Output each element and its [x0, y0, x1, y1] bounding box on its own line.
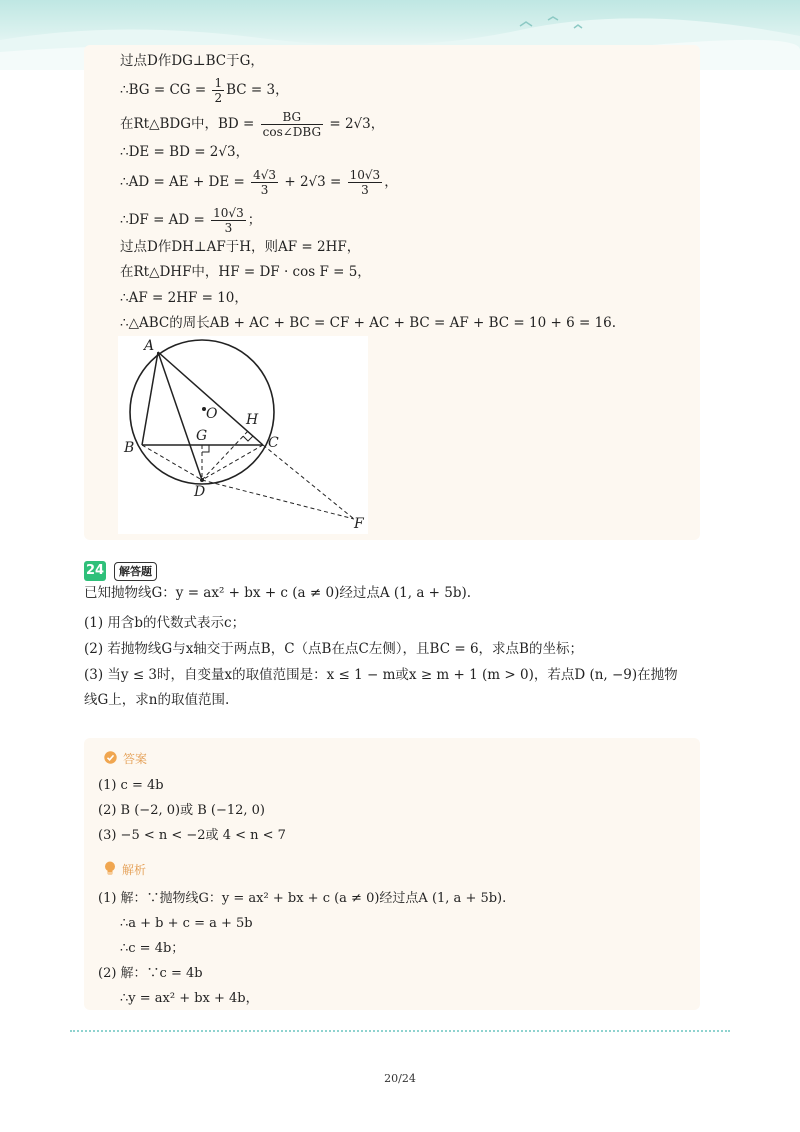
solution-line-3b: = 2√3， [325, 116, 385, 132]
label-o: O [206, 406, 218, 422]
analysis-line-5: ∴y = ax² + bx + 4b， [120, 991, 259, 1006]
solution-line-9: ∴AF = 2HF = 10， [120, 290, 248, 306]
question-part-1: (1) 用含b的代数式表示c； [84, 615, 246, 631]
point-d [200, 478, 204, 482]
solution-line-5b: + 2√3 = [280, 174, 346, 190]
label-g: G [196, 428, 208, 444]
analysis-line-3: ∴c = 4b； [120, 941, 185, 956]
analysis-line-2: ∴a + b + c = a + 5b [120, 916, 253, 931]
answer-item-1: (1) c = 4b [98, 778, 164, 793]
fraction-df [211, 206, 246, 235]
fraction-ad [348, 168, 383, 197]
analysis-heading-label: 解析 [122, 863, 147, 877]
solution-line-6b: ； [247, 212, 262, 228]
solution-line-6a: ∴DF = AD = [120, 212, 210, 228]
question-part-2: (2) 若抛物线G与x轴交于两点B，C（点B在点C左侧），且BC = 6，求点B的坐标； [84, 641, 583, 657]
analysis-heading [104, 861, 146, 880]
fraction-ae-num: 4√3 [253, 168, 277, 182]
solution-line-6 [120, 206, 261, 235]
answer-heading [104, 751, 147, 768]
fraction-half [212, 76, 224, 105]
fraction-half-den: 2 [214, 91, 223, 105]
fraction-ae-den: 3 [260, 183, 269, 197]
label-h: H [246, 412, 259, 428]
geometry-figure [118, 336, 368, 534]
label-c: C [268, 435, 279, 451]
fraction-ad-den: 3 [361, 183, 369, 197]
solution-line-5c: ， [384, 174, 398, 190]
label-d: D [194, 484, 206, 500]
answer-item-3: (3) −5 < n < −2或 4 < n < 7 [98, 828, 286, 843]
analysis-line-1: (1) 解：∵抛物线G：y = ax² + bx + c (a ≠ 0)经过点A (1, a + 5b). [98, 891, 507, 906]
answer-heading-label: 答案 [123, 752, 148, 766]
label-b: B [124, 440, 135, 456]
question-stem: 已知抛物线G：y = ax² + bx + c (a ≠ 0)经过点A (1, a + 5b). [84, 585, 472, 601]
solution-line-5a: ∴AD = AE + DE = [120, 174, 250, 190]
solution-line-8: 在Rt△DHF中，HF = DF · cos F = 5， [120, 264, 371, 280]
solution-line-5 [120, 168, 398, 197]
question-part-3: (3) 当y ≤ 3时，自变量x的取值范围是：x ≤ 1 − m或x ≥ m + 1 (m > 0)，若点D (n, −9)在抛物 [84, 667, 678, 683]
footer-divider [70, 1030, 730, 1032]
fraction-ad-num: 10√3 [349, 168, 381, 182]
solution-line-7: 过点D作DH⊥AF于H，则AF = 2HF， [120, 239, 361, 255]
fraction-df-num: 10√3 [213, 206, 244, 220]
fraction-bd-num: BG [261, 110, 323, 125]
analysis-line-4: (2) 解：∵c = 4b [98, 966, 203, 981]
solution-line-3 [120, 110, 384, 139]
label-a: A [144, 338, 155, 354]
solution-line-10: ∴△ABC的周长AB + AC + BC = CF + AC + BC = AF + BC = 10 + 6 = 16. [120, 315, 617, 331]
lightbulb-icon [104, 861, 116, 880]
solution-line-2 [120, 76, 289, 105]
fraction-bd-den: cos∠DBG [262, 125, 322, 139]
fraction-df-den: 3 [224, 221, 233, 235]
label-f: F [354, 516, 364, 532]
fraction-bd [261, 110, 323, 139]
solution-line-1: 过点D作DG⊥BC于G， [120, 53, 264, 69]
solution-line-2a: ∴BG = CG = [120, 82, 211, 98]
question-number: 24 [84, 561, 106, 581]
solution-line-4: ∴DE = BD = 2√3， [120, 144, 250, 160]
page-number: 20/24 [384, 1072, 416, 1085]
answer-item-2: (2) B (−2, 0)或 B (−12, 0) [98, 803, 266, 818]
solution-line-3a: 在Rt△BDG中，BD = [120, 116, 259, 132]
check-badge-icon [104, 751, 117, 768]
fraction-ae [251, 168, 278, 197]
question-type-badge: 解答题 [114, 562, 157, 581]
solution-line-2b: BC = 3， [226, 82, 289, 98]
question-part-3-cont: 线G上，求n的取值范围. [84, 692, 230, 708]
fraction-half-num: 1 [214, 76, 223, 90]
